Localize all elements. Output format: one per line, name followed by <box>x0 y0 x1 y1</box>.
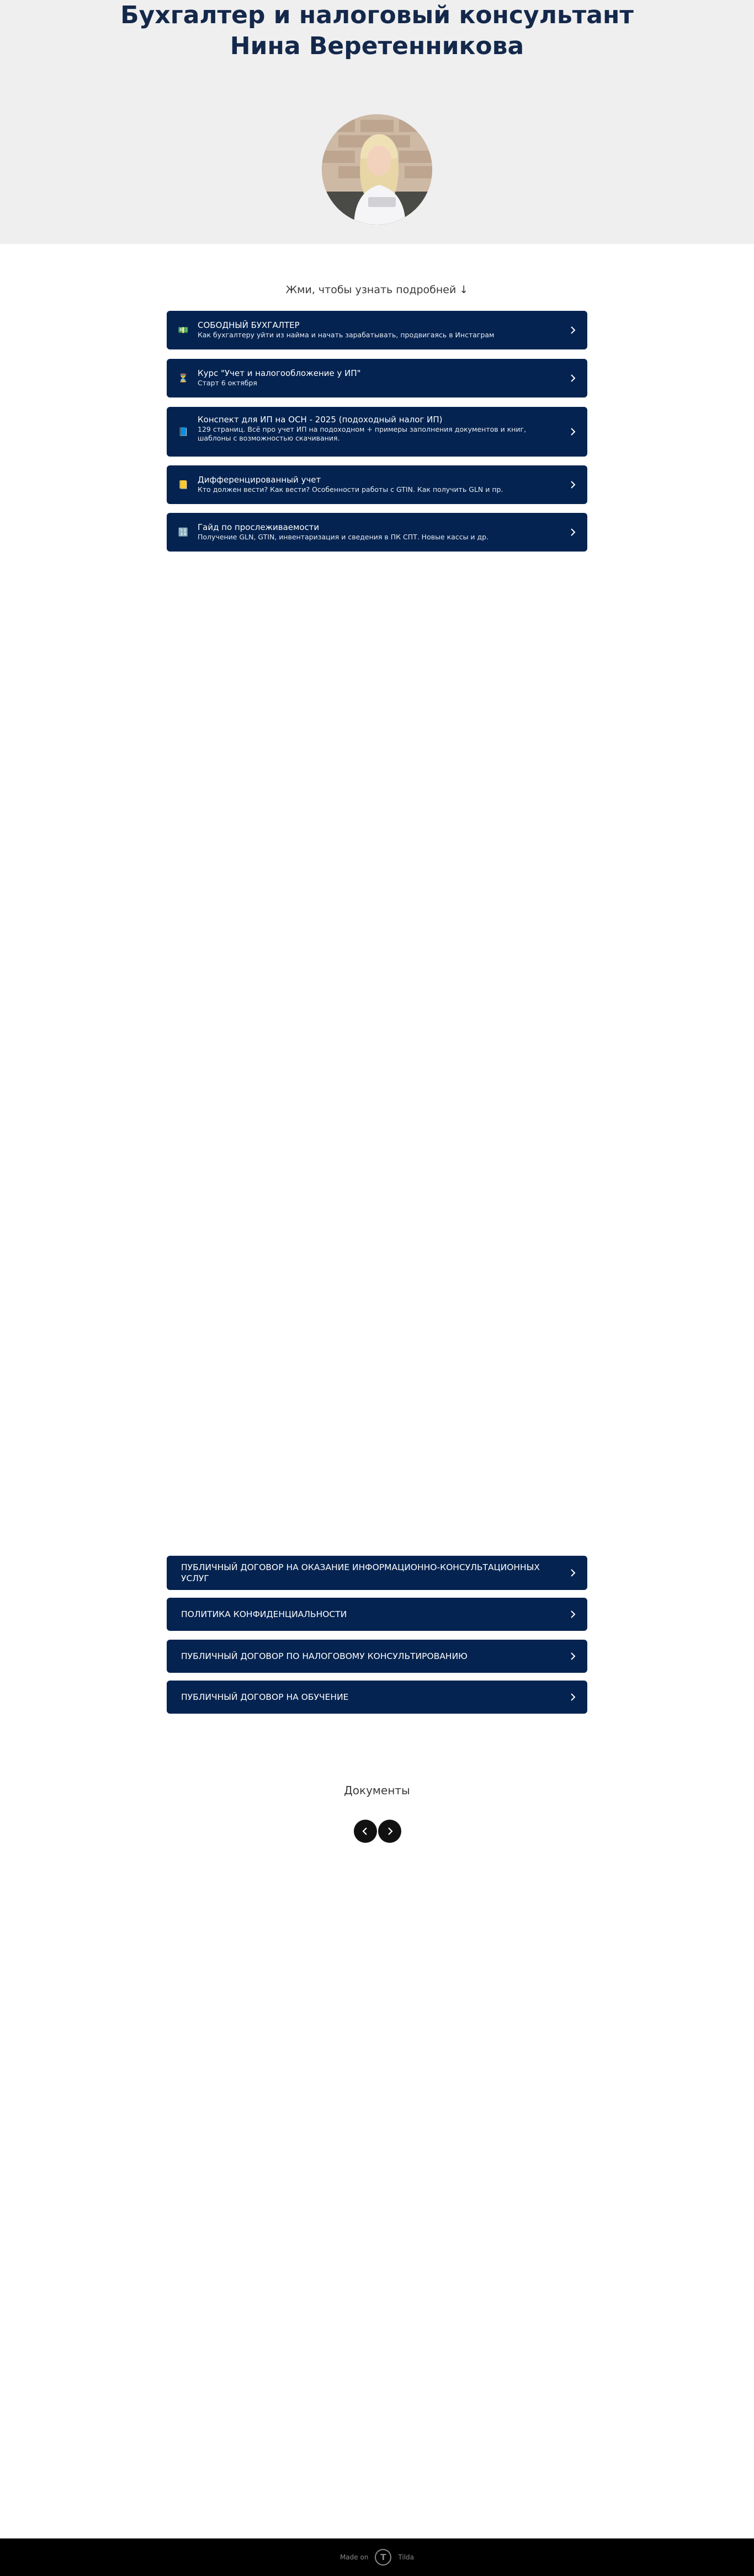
chevron-right-icon <box>569 374 577 383</box>
book-icon: 📘 <box>178 427 189 437</box>
card-subtitle: Получение GLN, GTIN, инвентаризация и сведения в ПК СПТ. Новые кассы и др. <box>198 533 489 541</box>
chevron-right-icon <box>569 480 577 489</box>
doc-card-public-offer-training[interactable] <box>167 1681 587 1714</box>
card-text <box>198 522 554 542</box>
card-title: Конспект для ИП на ОСН - 2025 (подоходный налог ИП) <box>198 415 443 425</box>
card-text <box>198 475 554 494</box>
footer-brand[interactable]: Tilda <box>398 2553 415 2561</box>
chevron-right-icon <box>569 528 577 537</box>
card-title: ПУБЛИЧНЫЙ ДОГОВОР НА ОКАЗАНИЕ ИНФОРМАЦИОННО-КОНСУЛЬТАЦИОННЫХ УСЛУГ <box>181 1562 540 1583</box>
notebook-icon: 📒 <box>178 480 189 490</box>
card-subtitle: 129 страниц. Всё про учет ИП на подоходном + примеры заполнения документов и книг, шаблоны с возможностью скачивания. <box>198 425 527 442</box>
avatar-portrait <box>322 114 432 225</box>
chevron-right-icon <box>569 427 577 436</box>
numbers-icon: 🔢 <box>178 527 189 537</box>
hero-section <box>0 0 754 244</box>
doc-card-privacy-policy[interactable] <box>167 1598 587 1631</box>
page-title <box>0 0 754 62</box>
card-title: ПОЛИТИКА КОНФИДЕНЦИАЛЬНОСТИ <box>181 1609 347 1619</box>
card-title: ПУБЛИЧНЫЙ ДОГОВОР ПО НАЛОГОВОМУ КОНСУЛЬТИРОВАНИЮ <box>181 1651 468 1661</box>
avatar <box>322 114 432 225</box>
card-title: СОБОДНЫЙ БУХГАЛТЕР <box>198 320 300 330</box>
card-title: Дифференцированный учет <box>198 475 321 485</box>
card-text <box>181 1651 554 1662</box>
page-title-line1: Бухгалтер и налоговый консультант <box>120 1 634 29</box>
page-title-line2: Нина Веретенникова <box>230 32 524 60</box>
footer-made-on: Made on <box>339 2553 369 2561</box>
card-subtitle: Старт 6 октября <box>198 379 257 387</box>
link-card-osn-summary[interactable] <box>167 407 587 457</box>
carousel-prev-button[interactable] <box>354 1820 377 1843</box>
link-card-ip-course[interactable] <box>167 359 587 397</box>
documents-heading: Документы <box>344 1784 410 1797</box>
card-title: Гайд по прослеживаемости <box>198 522 320 532</box>
carousel-next-button[interactable] <box>378 1820 401 1843</box>
chevron-right-icon <box>569 1610 577 1619</box>
card-text <box>181 1609 554 1620</box>
money-icon: 💵 <box>178 325 189 335</box>
chevron-right-icon <box>569 326 577 335</box>
card-text <box>181 1562 554 1584</box>
chevron-right-icon <box>569 1568 577 1577</box>
card-subtitle: Кто должен вести? Как вести? Особенности работы с GTIN. Как получить GLN и пр. <box>198 485 503 494</box>
footer <box>0 2538 754 2576</box>
chevron-right-icon <box>569 1693 577 1702</box>
doc-card-public-offer-tax[interactable] <box>167 1640 587 1673</box>
link-card-free-accountant[interactable] <box>167 311 587 349</box>
link-card-differentiated-accounting[interactable] <box>167 465 587 504</box>
chevron-right-icon <box>569 1652 577 1661</box>
links-heading: Жми, чтобы узнать подробней ↓ <box>285 284 469 296</box>
card-text <box>181 1692 554 1703</box>
link-card-traceability-guide[interactable] <box>167 513 587 552</box>
card-text <box>198 415 554 443</box>
tilda-logo-icon[interactable]: T <box>375 2549 391 2566</box>
chevron-left-icon <box>361 1827 370 1836</box>
doc-card-public-offer-info[interactable] <box>167 1556 587 1590</box>
card-text <box>198 368 554 388</box>
chevron-right-icon <box>385 1827 394 1836</box>
card-subtitle: Как бухгалтеру уйти из найма и начать зарабатывать, продвигаясь в Инстаграм <box>198 331 495 339</box>
hourglass-icon: ⏳ <box>178 373 189 383</box>
card-title: ПУБЛИЧНЫЙ ДОГОВОР НА ОБУЧЕНИЕ <box>181 1692 349 1702</box>
card-text <box>198 320 554 340</box>
card-title: Курс "Учет и налогообложение у ИП" <box>198 368 361 378</box>
